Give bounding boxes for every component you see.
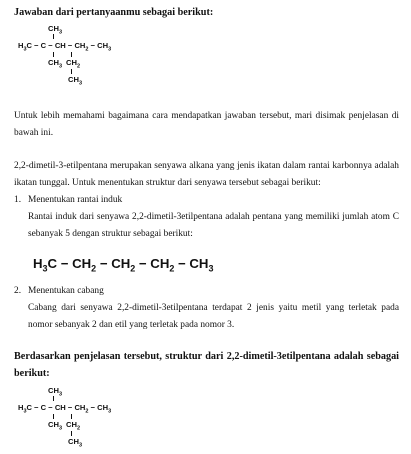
parent-chain-formula: $H_3C - CH_2 - CH_2 - CH_2 - CH_3$	[33, 256, 214, 274]
bond-vertical-top	[53, 34, 54, 39]
step-1-number: 1.	[14, 195, 22, 205]
step-1-title: Menentukan rantai induk	[28, 195, 123, 205]
step-2-number: 2.	[14, 286, 22, 296]
ethyl-ch3: $CH_3$	[68, 75, 83, 87]
bond-vertical-right	[71, 52, 72, 57]
structural-formula-top	[18, 24, 168, 90]
bond-vertical-ethyl	[71, 69, 72, 74]
intro-heading: Jawaban dari pertanyaanmu sebagai berikut:	[14, 7, 214, 18]
conclusion-heading: Berdasarkan penjelasan tersebut, struktur dari 2,2-dimetil-3etilpentana adalah sebagai berikut:	[14, 351, 399, 379]
step-2-body: Cabang dari senyawa 2,2-dimetil-3etilpentana terdapat 2 jenis yaitu metil yang terletak pada nomor sebanyak 2 dan etil yang terletak pada nomor 3.	[28, 303, 399, 330]
methyl-top: $CH_3$	[48, 386, 63, 398]
bond-vertical-left	[53, 414, 54, 419]
ethyl-ch2: $CH_2$	[66, 58, 81, 70]
explain-intro: Untuk lebih memahami bagaimana cara mendapatkan jawaban tersebut, mari disimak penjelasan di bawah ini.	[14, 111, 399, 138]
bond-vertical-ethyl	[71, 431, 72, 436]
main-chain-line: $H_3C - C$ − CH − $CH_2 - CH_3$	[18, 403, 112, 415]
methyl-bottom: $CH_3$	[48, 420, 63, 432]
main-chain-line: $H_3C - C$ − CH − $CH_2 - CH_3$	[18, 41, 112, 53]
definition-paragraph: 2,2-dimetil-3-etilpentana merupakan senyawa alkana yang jenis ikatan dalam rantai karbonnya adalah ikatan tunggal. Untuk menentukan struktur dari senyawa tersebut sebagai berikut:	[14, 161, 399, 188]
ethyl-ch3: $CH_3$	[68, 437, 83, 449]
ethyl-ch2: $CH_2$	[66, 420, 81, 432]
step-2-title: Menentukan cabang	[28, 286, 104, 296]
bond-vertical-top	[53, 396, 54, 401]
step-1-body: Rantai induk dari senyawa 2,2-dimetil-3etilpentana adalah pentana yang memiliki jumlah atom C sebanyak 5 dengan struktur sebagai berikut:	[28, 212, 399, 239]
methyl-top: $CH_3$	[48, 24, 63, 36]
bond-vertical-left	[53, 52, 54, 57]
methyl-bottom: $CH_3$	[48, 58, 63, 70]
bond-vertical-right	[71, 414, 72, 419]
structural-formula-bottom	[18, 386, 168, 452]
